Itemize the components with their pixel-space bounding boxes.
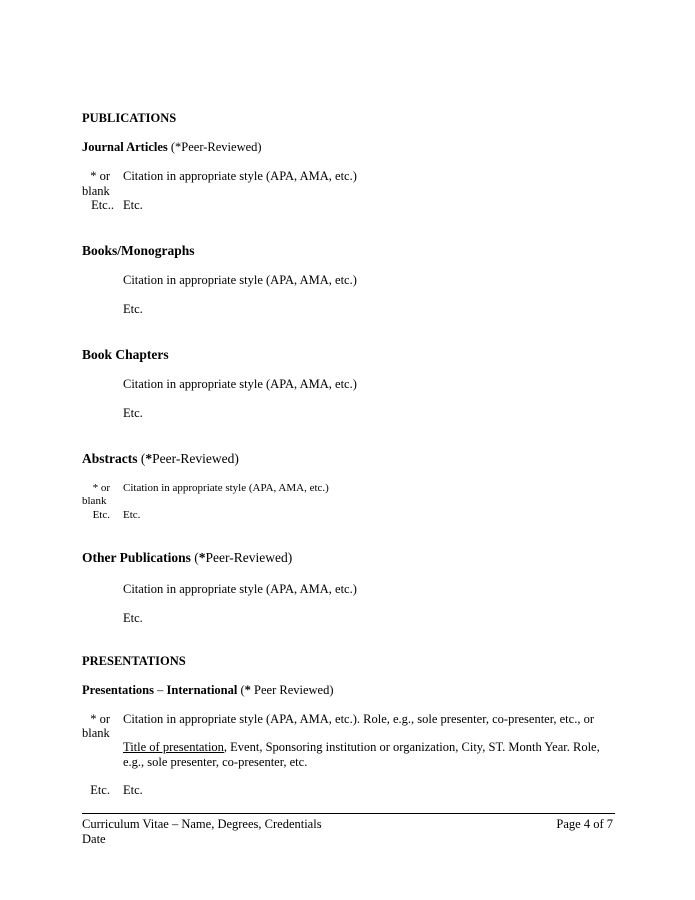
presentations-title-b: International [166,683,238,697]
other-etc: Etc. [123,611,143,625]
abstracts-etc-mark: Etc. [92,509,110,521]
chapters-citation: Citation in appropriate style (APA, AMA, etc.) [123,377,357,391]
presentations-etc: Etc. [123,783,143,797]
journal-mark-line2: blank [82,184,110,198]
journal-etc: Etc. [123,198,143,212]
presentations-citation-line2 [123,740,613,755]
presentations-citation-line3: e.g., sole presenter, co-presenter, etc. [123,755,308,769]
chapters-etc: Etc. [123,406,143,420]
other-note-rest: Peer-Reviewed) [205,550,293,565]
presentations-title-a: Presentations [82,683,154,697]
abstracts-note-rest: Peer-Reviewed) [152,451,239,466]
abstracts-heading [82,451,239,467]
books-etc: Etc. [123,302,143,316]
other-note-star: * [198,550,206,565]
abstracts-mark-line2: blank [82,495,107,507]
books-citation: Citation in appropriate style (APA, AMA, etc.) [123,273,357,287]
abstracts-title: Abstracts [82,451,138,466]
abstracts-mark-line1: * or [92,482,110,494]
books-heading [82,243,195,259]
presentations-note-open: ( [237,683,245,697]
presentations-citation-line1: Citation in appropriate style (APA, AMA, etc.). Role, e.g., sole presenter, co-presenter, etc., or [123,712,594,726]
chapters-title: Book Chapters [82,347,169,362]
journal-mark-line1: * or [90,169,110,183]
presentations-mark-line1: * or [90,712,110,726]
publications-heading: PUBLICATIONS [82,111,177,125]
other-citation: Citation in appropriate style (APA, AMA, etc.) [123,582,357,596]
other-publications-title: Other Publications [82,550,191,565]
journal-citation: Citation in appropriate style (APA, AMA, etc.) [123,169,357,183]
presentations-international-heading [82,683,334,698]
presentations-heading: PRESENTATIONS [82,654,186,668]
other-publications-heading [82,550,292,566]
presentations-dash: – [154,683,167,697]
footer-page-number: Page 4 of 7 [556,817,613,831]
presentations-citation-line2-rest: , Event, Sponsoring institution or organization, City, ST. Month Year. Role, [223,740,600,754]
presentations-mark-line2: blank [82,726,110,740]
footer-divider [82,813,615,814]
presentations-note-rest: Peer Reviewed) [250,683,334,697]
other-note-open: ( [194,550,199,565]
chapters-heading [82,347,169,363]
books-title: Books/Monographs [82,243,195,258]
abstracts-citation: Citation in appropriate style (APA, AMA, etc.) [123,482,329,494]
presentation-title-link: Title of presentation [123,740,224,754]
journal-etc-mark: Etc.. [91,198,114,212]
abstracts-note-open: ( [140,451,146,466]
presentations-note-star: * [244,683,251,697]
presentations-etc-mark: Etc. [90,783,110,797]
journal-articles-heading [82,140,262,155]
footer-date: Date [82,832,106,846]
abstracts-note-star: * [145,451,153,466]
abstracts-etc: Etc. [123,509,141,521]
journal-articles-note: (*Peer-Reviewed) [170,140,262,154]
footer-cv-title: Curriculum Vitae – Name, Degrees, Credentials [82,817,322,831]
journal-articles-title: Journal Articles [82,140,168,154]
